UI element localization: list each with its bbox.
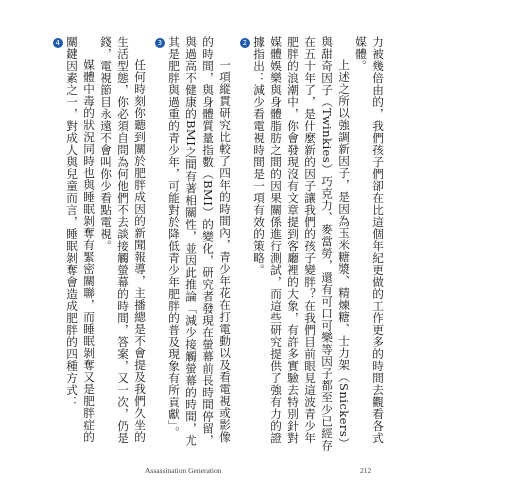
paragraph: 任何時刻你聽到關於肥胖成因的新聞報導，主播總是不會提及我們久坐的生活型態，你必須自問為何他們不去談接觸螢幕的時間，答案，又一次，仍是錢，電視節目永遠不會叫你少看點電視。 (99, 36, 147, 444)
paragraph: 上述之所以強調新因子，是因為玉米糖漿、精煉糖、士力架（Snickers）與甜奇因子（Twinkies）巧克力、麥當勞，還有可口可樂等因子都至少已經存在五十年了，是什麼新的因子讓我們的孩子變胖？在我們目前眼見這波青少年肥胖的浪潮中，你會發現沒有文章提到客廳裡的大象，有許多實驗去特別針對媒體娛樂與身體脂肪之間的因果關係進行測試，而這些研究提供了強有力的證據指出：減少看電視時間是一項有效的策略。 (252, 36, 351, 452)
endnote-marker[interactable]: 3 (155, 38, 165, 48)
paragraph: 媒體中毒的狀況同時也與睡眠剝奪有緊密關聯，而睡眠剝奪又是肥胖症的關鍵因素之一，對成人與兒童而言，睡眠剝奪會造成肥胖的四種方式： (65, 36, 96, 444)
paragraph: 力被幾倍由的，我們孩子們卻在比這個年紀更做的工作更多的時間去觀看各式媒體。 (354, 36, 385, 444)
endnote-marker[interactable]: 2 (240, 38, 250, 48)
paragraph: 一項縱貫研究比較了四年的時間內，青少年花在打電動以及看電視或影像的時間，與身體質量指數（BMI）的變化，研究者發現在螢幕前長時間停留，與過高不健康的BMI之間有著相關性，並因此推論「減少接觸螢幕的時間，尤其是肥胖與過重的青少年，可能對於降低青少年肥胖的普及現象有所貢獻」。 (167, 36, 232, 447)
page-number: 212 (360, 466, 372, 475)
endnote-marker[interactable]: 4 (53, 38, 63, 48)
book-title: Assassination Generation (145, 466, 222, 475)
body-text (55, 36, 386, 454)
